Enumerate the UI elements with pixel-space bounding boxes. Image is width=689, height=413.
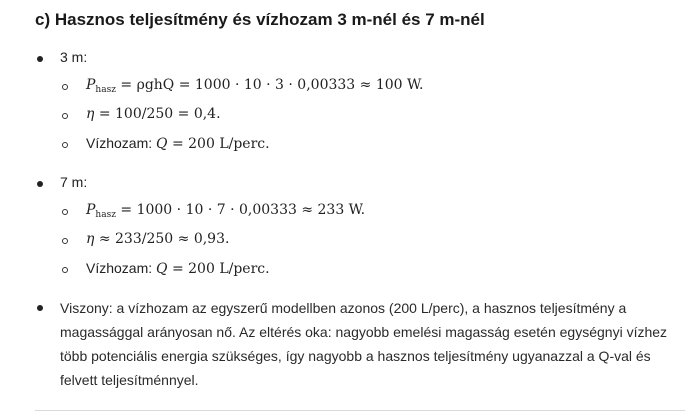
power-3m-expression: = ρghQ = 1000 · 10 · 3 · 0,00333 ≈ 100 W. (115, 77, 424, 93)
bullet-3m (37, 56, 43, 62)
eta-symbol: η (86, 106, 95, 122)
power-3m-formula (86, 77, 423, 95)
power-subscript: hasz (95, 85, 116, 95)
power-symbol: P (86, 77, 96, 93)
flow-label: Vízhozam: (86, 260, 157, 276)
flow-3m-expression: = 200 L/perc. (167, 136, 270, 152)
sub-bullet (62, 209, 68, 215)
sub-bullet (62, 267, 68, 273)
power-symbol: P (86, 202, 96, 218)
power-7m-expression: = 1000 · 10 · 7 · 0,00333 ≈ 233 W. (115, 202, 366, 218)
q-symbol: Q (156, 136, 168, 152)
bullet-7m (37, 181, 43, 187)
eta-symbol: η (86, 231, 95, 247)
sub-bullet (62, 142, 68, 148)
efficiency-7m-formula (86, 231, 229, 247)
sub-bullet (62, 84, 68, 90)
efficiency-3m-expression: = 100/250 = 0,4. (94, 106, 221, 122)
power-7m-formula (86, 202, 365, 220)
q-symbol: Q (156, 261, 168, 277)
divider (35, 410, 685, 411)
bullet-relation (37, 305, 43, 311)
efficiency-7m-expression: ≈ 233/250 ≈ 0,93. (94, 231, 230, 247)
flow-3m-line (86, 135, 270, 152)
efficiency-3m-formula (86, 106, 221, 122)
case-3m-label: 3 m: (60, 49, 88, 65)
flow-label: Vízhozam: (86, 135, 157, 151)
sub-bullet (62, 238, 68, 244)
section-heading: c) Hasznos teljesítmény és vízhozam 3 m-nél és 7 m-nél (35, 10, 485, 29)
power-subscript: hasz (95, 210, 116, 220)
case-7m-label: 7 m: (60, 174, 88, 190)
flow-7m-expression: = 200 L/perc. (167, 261, 270, 277)
sub-bullet (62, 113, 68, 119)
relation-paragraph: Viszony: a vízhozam az egyszerű modellben azonos (200 L/perc), a hasznos teljesítmény a magassággal arányosan nő. Az eltérés oka: nagyobb emelési magasság esetén egységnyi vízhez több potenciális energia szükséges, így nagyobb a hasznos teljesítmény ugyanazzal a Q-val és felvett teljesítménnyel. (60, 300, 668, 388)
flow-7m-line (86, 260, 270, 277)
